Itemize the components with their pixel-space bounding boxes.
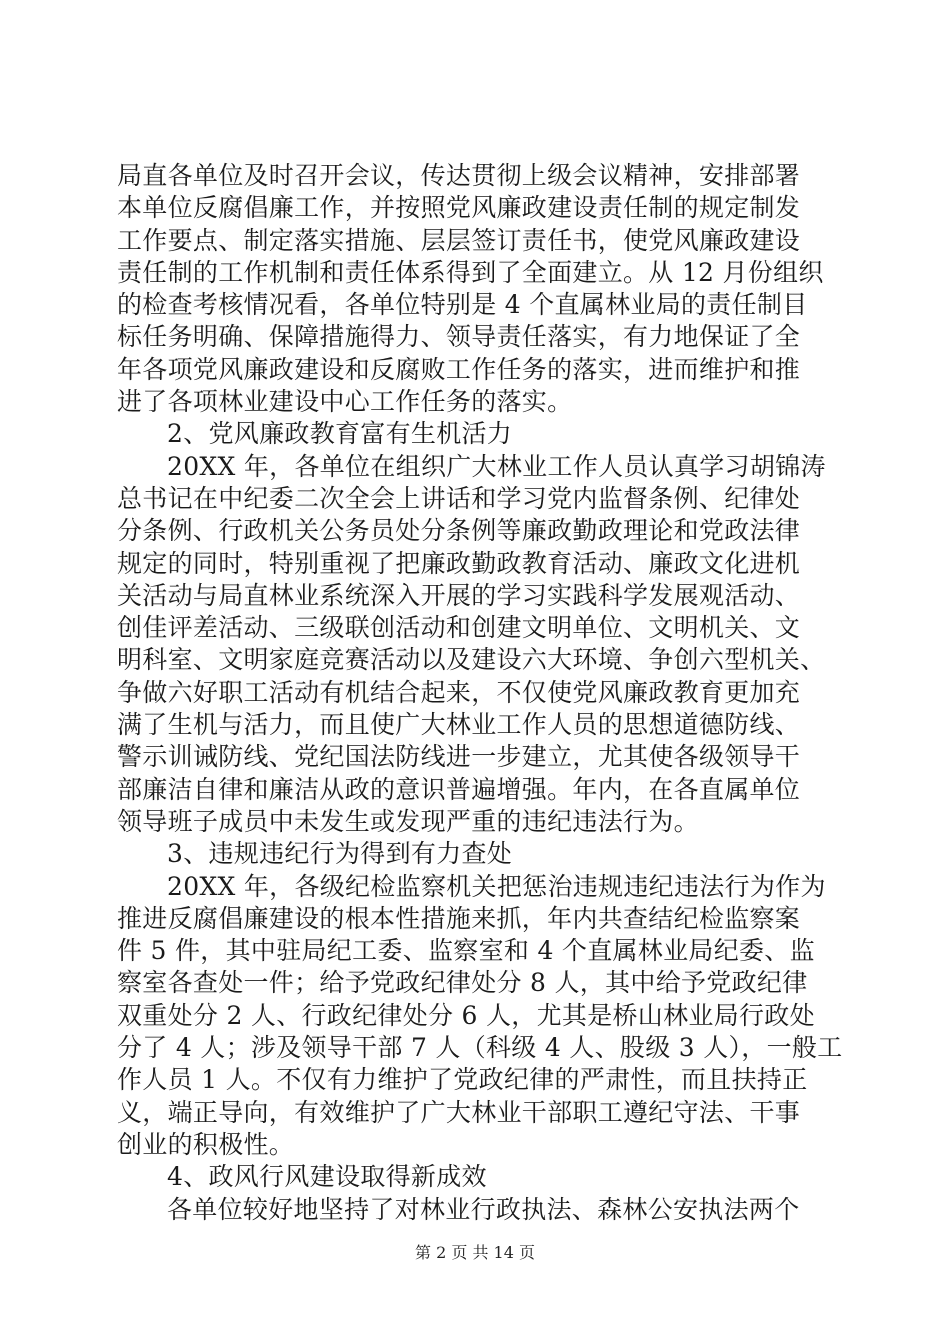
text-line: 明科室、文明家庭竞赛活动以及建设六大环境、争创六型机关、 xyxy=(117,645,826,675)
text-line: 作人员 1 人。不仅有力维护了党政纪律的严肃性，而且扶持正 xyxy=(117,1065,808,1095)
text-line: 创业的积极性。 xyxy=(117,1129,295,1159)
text-line: 3、违规违纪行为得到有力查处 xyxy=(167,839,513,869)
text-line: 领导班子成员中未发生或发现严重的违纪违法行为。 xyxy=(117,806,699,836)
text-line: 20XX 年，各级纪检监察机关把惩治违规违纪违法行为作为 xyxy=(167,871,826,901)
text-line: 责任制的工作机制和责任体系得到了全面建立。从 12 月份组织 xyxy=(117,257,824,287)
text-line: 4、政风行风建设取得新成效 xyxy=(167,1162,487,1192)
page-footer: 第 2 页 共 14 页 xyxy=(415,1243,535,1262)
text-line: 察室各查处一件；给予党政纪律处分 8 人，其中给予党政纪律 xyxy=(117,968,808,998)
text-line: 义，端正导向，有效维护了广大林业干部职工遵纪守法、干事 xyxy=(117,1097,801,1127)
text-line: 本单位反腐倡廉工作，并按照党风廉政建设责任制的规定制发 xyxy=(117,193,801,223)
text-line: 警示训诫防线、党纪国法防线进一步建立，尤其使各级领导干 xyxy=(117,742,801,772)
text-line: 2、党风廉政教育富有生机活力 xyxy=(167,419,513,449)
text-line: 争做六好职工活动有机结合起来，不仅使党风廉政教育更加充 xyxy=(117,677,801,707)
text-line: 总书记在中纪委二次全会上讲话和学习党内监督条例、纪律处 xyxy=(117,483,801,513)
text-line: 20XX 年，各单位在组织广大林业工作人员认真学习胡锦涛 xyxy=(167,451,826,481)
body-text xyxy=(117,160,843,1226)
text-line: 的检查考核情况看，各单位特别是 4 个直属林业局的责任制目 xyxy=(117,290,808,320)
text-line: 件 5 件，其中驻局纪工委、监察室和 4 个直属林业局纪委、监 xyxy=(117,936,815,966)
text-line: 局直各单位及时召开会议，传达贯彻上级会议精神，安排部署 xyxy=(117,161,801,190)
text-line: 分条例、行政机关公务员处分条例等廉政勤政理论和党政法律 xyxy=(117,516,801,546)
text-line: 关活动与局直林业系统深入开展的学习实践科学发展观活动、 xyxy=(117,580,801,610)
text-line: 满了生机与活力，而且使广大林业工作人员的思想道德防线、 xyxy=(117,710,801,740)
text-line: 双重处分 2 人、行政纪律处分 6 人，尤其是桥山林业局行政处 xyxy=(117,1000,815,1030)
text-line: 标任务明确、保障措施得力、领导责任落实，有力地保证了全 xyxy=(117,322,801,352)
text-line: 推进反腐倡廉建设的根本性措施来抓，年内共查结纪检监察案 xyxy=(117,903,801,933)
text-line: 年各项党风廉政建设和反腐败工作任务的落实，进而维护和推 xyxy=(117,354,801,384)
text-line: 部廉洁自律和廉洁从政的意识普遍增强。年内，在各直属单位 xyxy=(117,774,801,804)
text-line: 进了各项林业建设中心工作任务的落实。 xyxy=(117,387,573,417)
text-line: 创佳评差活动、三级联创活动和创建文明单位、文明机关、文 xyxy=(117,613,801,643)
text-line: 各单位较好地坚持了对林业行政执法、森林公安执法两个 xyxy=(167,1194,800,1224)
text-line: 分了 4 人；涉及领导干部 7 人（科级 4 人、股级 3 人），一般工 xyxy=(117,1033,843,1063)
text-line: 规定的同时，特别重视了把廉政勤政教育活动、廉政文化进机 xyxy=(117,548,801,578)
text-line: 工作要点、制定落实措施、层层签订责任书，使党风廉政建设 xyxy=(117,225,801,255)
